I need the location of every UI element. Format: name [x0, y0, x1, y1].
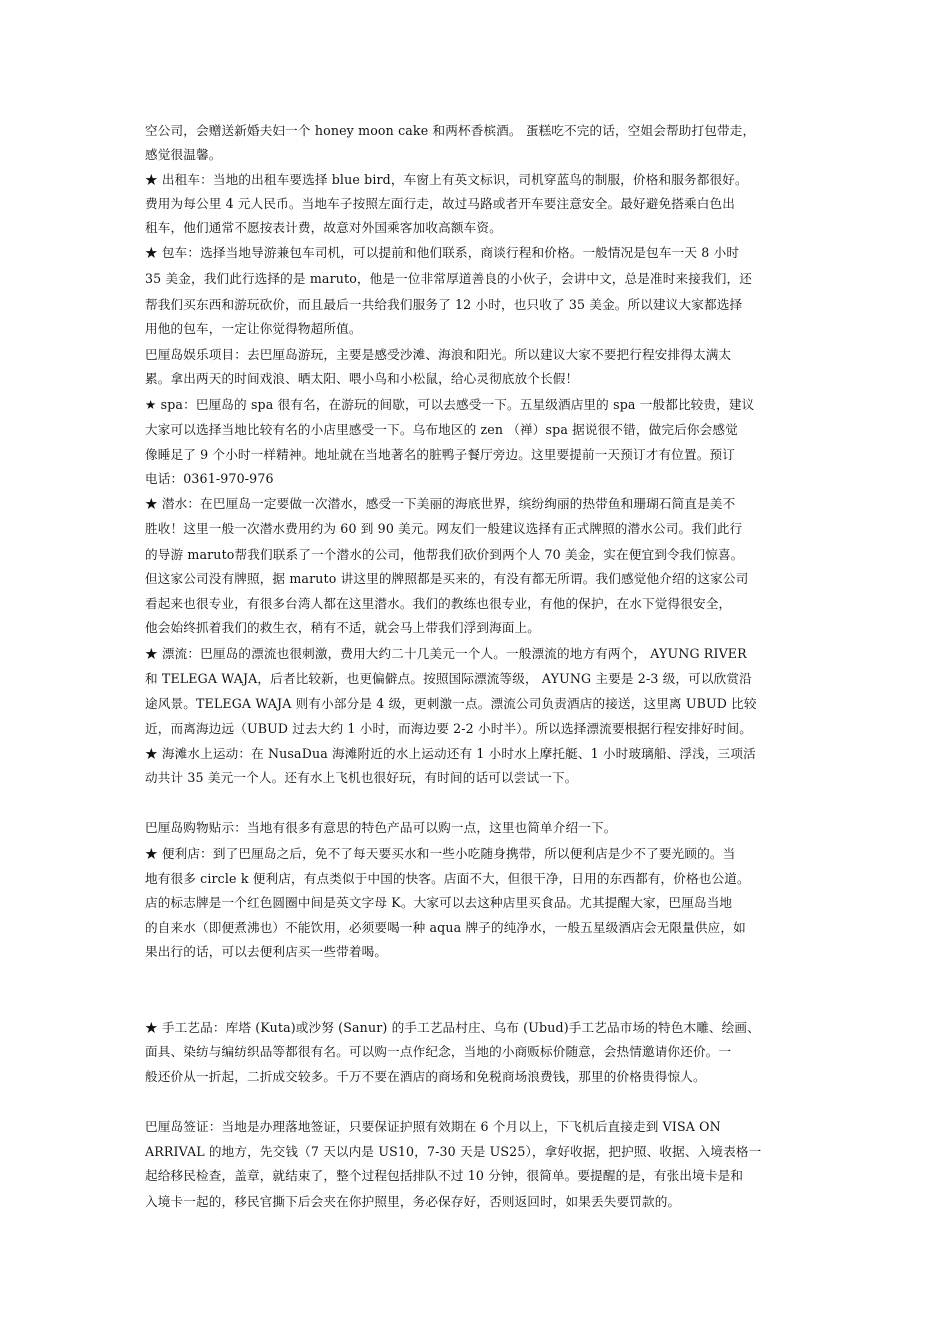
text-line: ARRIVAL 的地方，先交钱（7 天以内是 US10，7-30 天是 US25），拿好收据，把护照、收据、入境表格一: [145, 1144, 762, 1159]
text-line: 巴厘岛娱乐项目：去巴厘岛游玩，主要是感受沙滩、海浪和阳光。所以建议大家不要把行程安排得太满太: [145, 347, 732, 362]
text-line: ★ spa：巴厘岛的 spa 很有名，在游玩的间歇，可以去感受一下。五星级酒店里的 spa 一般都比较贵，建议: [145, 397, 755, 412]
text-line: ★ 包车：选择当地导游兼包车司机，可以提前和他们联系，商谈行程和价格。一般情况是包车一天 8 小时: [145, 245, 740, 260]
text-line: ★ 潜水：在巴厘岛一定要做一次潜水，感受一下美丽的海底世界，缤纷绚丽的热带鱼和珊瑚石简直是美不: [145, 496, 736, 511]
text-line: 般还价从一折起，二折成交较多。千万不要在酒店的商场和免税商场浪费钱，那里的价格贵得惊人。: [145, 1069, 706, 1084]
text-line: 动共计 35 美元一个人。还有水上飞机也很好玩，有时间的话可以尝试一下。: [145, 770, 578, 785]
text-line: 帮我们买东西和游玩砍价，而且最后一共给我们服务了 12 小时，也只收了 35 美金。所以建议大家都选择: [145, 297, 743, 312]
text-line: 像睡足了 9 个小时一样精神。地址就在当地著名的脏鸭子餐厅旁边。这里要提前一天预订才有位置。预订: [145, 447, 735, 462]
text-line: 的自来水（即便煮沸也）不能饮用，必须要喝一种 aqua 牌子的纯净水，一般五星级酒店会无限量供应，如: [145, 920, 746, 935]
text-line: 大家可以选择当地比较有名的小店里感受一下。乌布地区的 zen （禅）spa 据说很不错，做完后你会感觉: [145, 422, 738, 437]
text-line: 巴厘岛购物贴示：当地有很多有意思的特色产品可以购一点，这里也简单介绍一下。: [145, 820, 617, 835]
text-line: 和 TELEGA WAJA，后者比较新，也更偏僻点。按照国际漂流等级， AYUNG 主要是 2-3 级，可以欣赏沿: [145, 671, 752, 686]
text-line: 的导游 maruto帮我们联系了一个潜水的公司，他帮我们砍价到两个人 70 美金，实在便宜到令我们惊喜。: [145, 547, 744, 562]
text-line: ★ 手工艺品：库塔 (Kuta)或沙努 (Sanur) 的手工艺品村庄、乌布 (Ubud)手工艺品市场的特色木雕、绘画、: [145, 1020, 760, 1035]
text-line: ★ 便利店：到了巴厘岛之后，免不了每天要买水和一些小吃随身携带，所以便利店是少不了要光顾的。当: [145, 846, 736, 861]
text-line: 途风景。TELEGA WAJA 则有小部分是 4 级，更刺激一点。漂流公司负责酒店的接送，这里离 UBUD 比较: [145, 696, 757, 711]
text-line: 巴厘岛签证：当地是办理落地签证，只要保证护照有效期在 6 个月以上，下飞机后直接走到 VISA ON: [145, 1119, 721, 1134]
text-line: 面具、染纺与编纺织品等都很有名。可以购一点作纪念，当地的小商贩标价随意，会热情邀请你还价。一: [145, 1044, 732, 1059]
text-line: 累。拿出两天的时间戏浪、晒太阳、喂小鸟和小松鼠，给心灵彻底放个长假！: [145, 371, 579, 386]
text-line: 果出行的话，可以去便利店买一些带着喝。: [145, 944, 388, 959]
text-line: 租车，他们通常不愿按表计费，故意对外国乘客加收高额车资。: [145, 220, 502, 235]
text-line: 35 美金，我们此行选择的是 maruto，他是一位非常厚道善良的小伙子，会讲中文，总是准时来接我们，还: [145, 271, 752, 286]
text-line: 费用为每公里 4 元人民币。当地车子按照左面行走，故过马路或者开车要注意安全。最好避免搭乘白色出: [145, 196, 735, 211]
text-line: 胜收！这里一般一次潜水费用约为 60 到 90 美元。网友们一般建议选择有正式牌照的潜水公司。我们此行: [145, 521, 743, 536]
text-line: 近，而离海边远（UBUD 过去大约 1 小时，而海边要 2-2 小时半）。所以选择漂流要根据行程安排好时间。: [145, 721, 753, 736]
text-line: 看起来也很专业，有很多台湾人都在这里潜水。我们的教练也很专业，有他的保护，在水下觉得很安全，: [145, 596, 732, 611]
text-line: ★ 海滩水上运动：在 NusaDua 海滩附近的水上运动还有 1 小时水上摩托艇、1 小时玻璃船、浮浅，三项活: [145, 746, 756, 761]
text-line: ★ 漂流：巴厘岛的漂流也很刺激，费用大约二十几美元一个人。一般漂流的地方有两个， AYUNG RIVER: [145, 646, 747, 661]
text-line: 电话：0361-970-976: [145, 471, 274, 486]
text-line: ★ 出租车：当地的出租车要选择 blue bird，车窗上有英文标识，司机穿蓝鸟的制服，价格和服务都很好。: [145, 172, 748, 187]
text-line: 感觉很温馨。: [145, 147, 222, 162]
text-line: 用他的包车，一定让你觉得物超所值。: [145, 321, 362, 336]
text-line: 起给移民检查，盖章，就结束了，整个过程包括排队不过 10 分钟，很简单。要提醒的是，有张出境卡是和: [145, 1168, 744, 1183]
text-line: 但这家公司没有牌照，据 maruto 讲这里的牌照都是买来的，有没有都无所谓。我们感觉他介绍的这家公司: [145, 571, 749, 586]
text-line: 空公司，会赠送新婚夫妇一个 honey moon cake 和两杯香槟酒。 蛋糕吃不完的话，空姐会帮助打包带走，: [145, 123, 756, 138]
text-line: 地有很多 circle k 便利店，有点类似于中国的快客。店面不大，但很干净，日用的东西都有，价格也公道。: [145, 871, 750, 886]
text-line: 店的标志牌是一个红色圆圈中间是英文字母 K。大家可以去这种店里买食品。尤其提醒大家，巴厘岛当地: [145, 895, 733, 910]
text-line: 他会始终抓着我们的救生衣，稍有不适，就会马上带我们浮到海面上。: [145, 620, 541, 635]
text-line: 入境卡一起的，移民官撕下后会夹在你护照里，务必保存好，否则返回时，如果丢失要罚款的。: [145, 1194, 681, 1209]
